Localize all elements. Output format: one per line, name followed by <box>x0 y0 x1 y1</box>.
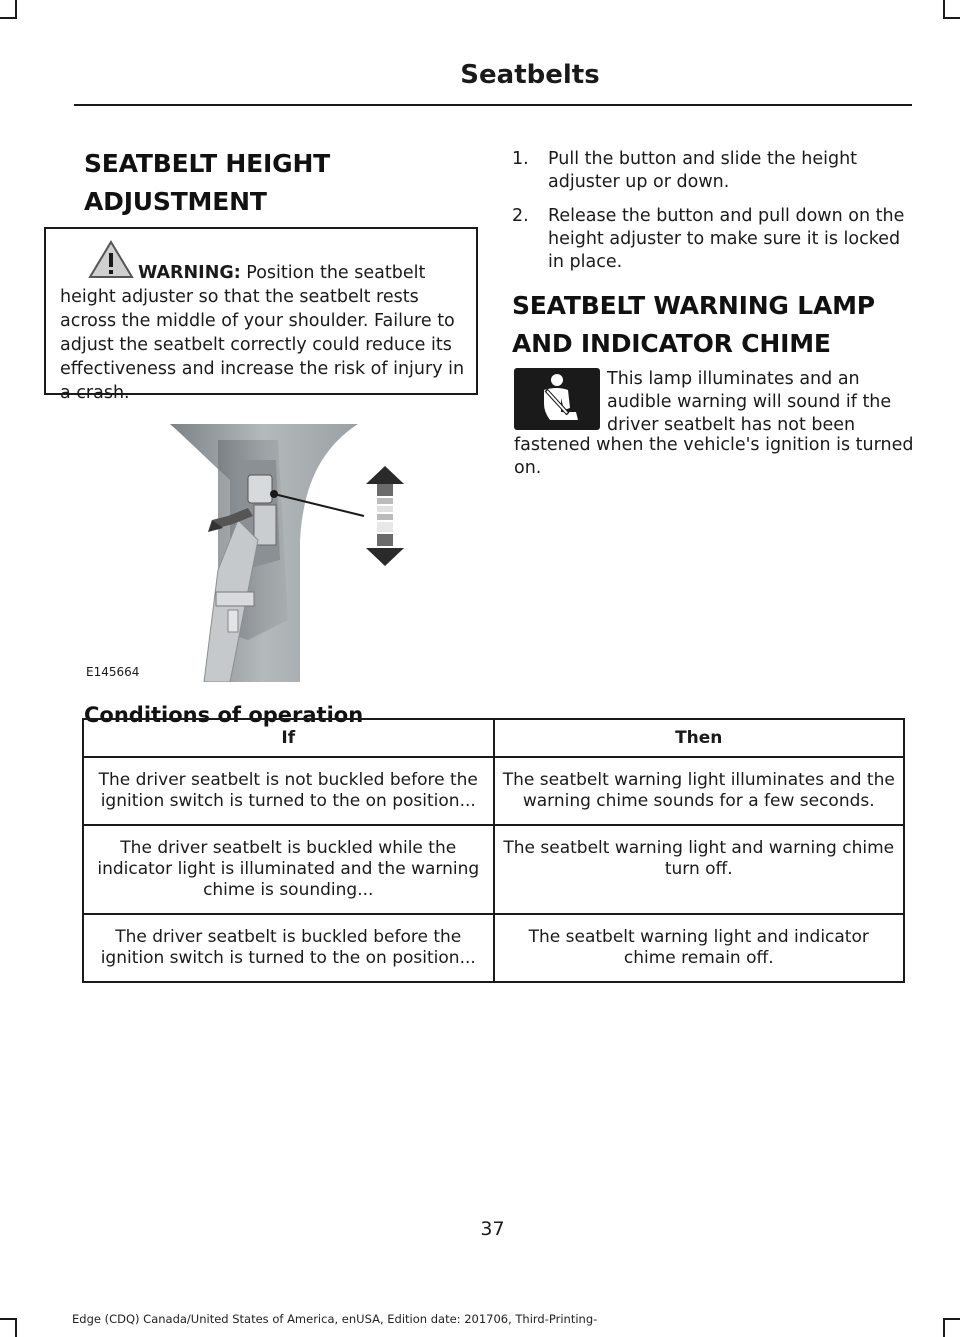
conditions-heading: Conditions of operation <box>84 703 364 727</box>
page-number: 37 <box>480 1218 505 1240</box>
table-row <box>83 914 904 982</box>
conditions-table <box>82 718 905 983</box>
list-item <box>512 205 912 274</box>
heading-line: AND INDICATOR CHIME <box>512 329 831 358</box>
step-number: 1. <box>512 149 529 169</box>
table-row <box>83 757 904 825</box>
figure-code: E145664 <box>86 665 140 679</box>
heading-line: SEATBELT HEIGHT <box>84 149 331 178</box>
heading-line: ADJUSTMENT <box>84 187 267 216</box>
heading-line: SEATBELT WARNING LAMP <box>512 291 875 320</box>
section-heading-warning-lamp <box>512 290 875 360</box>
page-title: Seatbelts <box>460 60 600 90</box>
header-divider <box>74 104 912 106</box>
table-cell-if: The driver seatbelt is buckled while the indicator light is illuminated and the warning chime is sounding... <box>83 825 494 914</box>
column-header-if: If <box>83 719 494 757</box>
warning-text <box>60 261 472 405</box>
table-cell-then: The seatbelt warning light illuminates and the warning chime sounds for a few seconds. <box>494 757 905 825</box>
list-item <box>512 148 912 194</box>
step-text: Pull the button and slide the height adjuster up or down. <box>548 149 858 192</box>
table-cell-then: The seatbelt warning light and indicator chime remain off. <box>494 914 905 982</box>
seatbelt-person-icon <box>514 368 600 430</box>
crop-mark <box>0 1318 17 1320</box>
seatbelt-height-adjuster-illustration <box>78 420 478 682</box>
crop-mark <box>943 1318 960 1320</box>
table-cell-if: The driver seatbelt is buckled before the ignition switch is turned to the on position... <box>83 914 494 982</box>
table-cell-if: The driver seatbelt is not buckled before the ignition switch is turned to the on position... <box>83 757 494 825</box>
table-cell-then: The seatbelt warning light and warning chime turn off. <box>494 825 905 914</box>
lamp-description: This lamp illuminates and an audible warning will sound if the driver seatbelt has not been <box>607 369 892 435</box>
warning-label: WARNING: <box>138 263 241 283</box>
edition-footer: Edge (CDQ) Canada/United States of America, enUSA, Edition date: 201706, Third-Printing- <box>72 1312 598 1326</box>
step-text: Release the button and pull down on the height adjuster to make sure it is locked in place. <box>548 206 905 272</box>
crop-mark <box>943 0 945 18</box>
lamp-description-continued: fastened when the vehicle's ignition is turned on. <box>514 435 914 478</box>
crop-mark <box>15 0 17 18</box>
seatbelt-warning-lamp-icon <box>514 368 600 430</box>
step-number: 2. <box>512 206 529 226</box>
table-header-row <box>83 719 904 757</box>
warning-body: Position the seatbelt height adjuster so that the seatbelt rests across the middle of your shoulder. Failure to adjust the seatbelt correctly could reduce its effectiveness and increase the risk of injury in a crash. <box>60 263 465 403</box>
section-heading-height-adjustment <box>84 148 330 218</box>
table-row <box>83 825 904 914</box>
step-list <box>512 148 912 285</box>
crop-mark <box>15 1320 17 1337</box>
crop-mark <box>0 17 17 19</box>
warning-box <box>44 227 478 403</box>
crop-mark <box>943 17 960 19</box>
column-header-then: Then <box>494 719 905 757</box>
crop-mark <box>943 1320 945 1337</box>
